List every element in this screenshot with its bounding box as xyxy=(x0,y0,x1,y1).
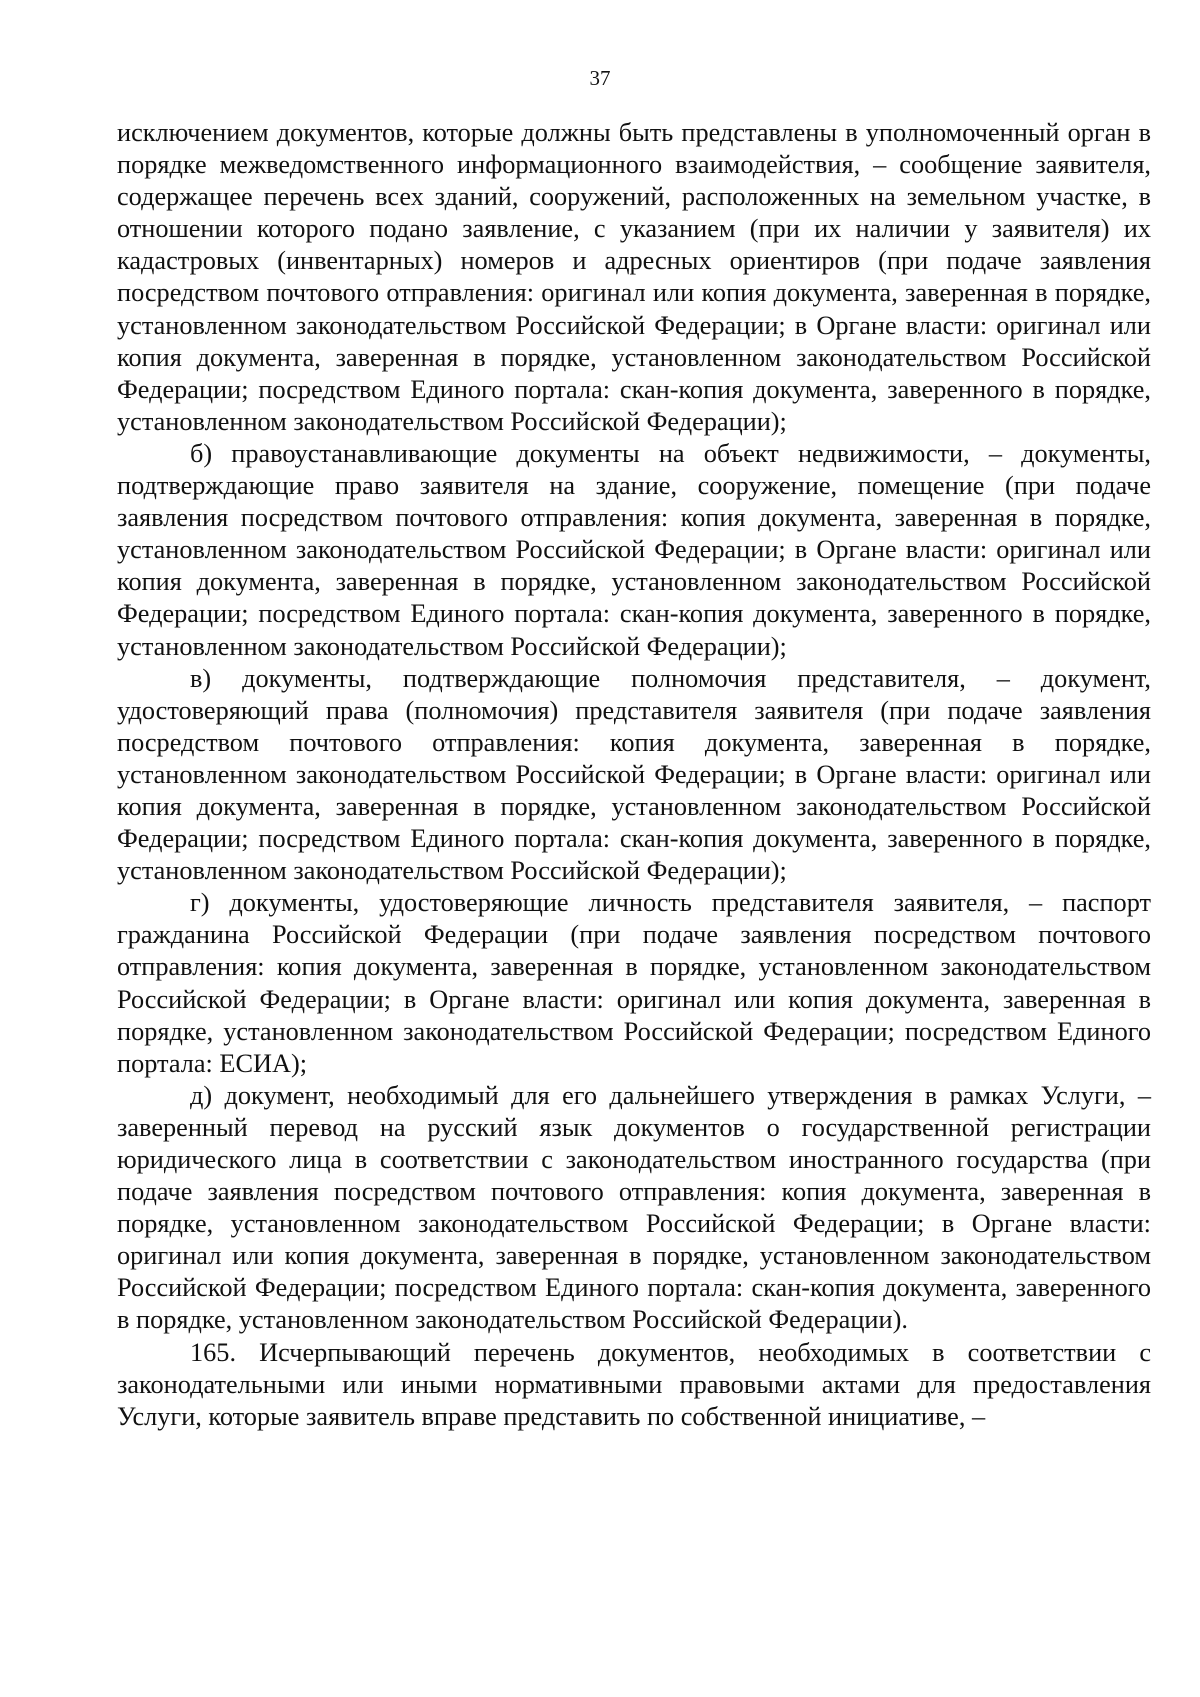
paragraph-165: 165. Исчерпывающий перечень документов, необходимых в соответствии с законодательными или иными нормативными правовыми актами для предоставления Услуги, которые заявитель вправе представить по собственной инициативе, – xyxy=(117,1337,1151,1431)
paragraph-item-b: б) правоустанавливающие документы на объект недвижимости, – документы, подтверждающие право заявителя на здание, сооружение, помещение (при подаче заявления посредством почтового отправления: копия документа, заверенная в порядке, установленном законодательством Российской Федерации; в Органе власти: оригинал или копия документа, заверенная в порядке, установленном законодательством Российской Федерации; посредством Единого портала: скан-копия документа, заверенного в порядке, установленном законодательством Российской Федерации); xyxy=(117,438,1151,661)
paragraph-continuation: исключением документов, которые должны быть представлены в уполномоченный орган в порядке межведомственного информационного взаимодействия, – сообщение заявителя, содержащее перечень всех зданий, сооружений, расположенных на земельном участке, в отношении которого подано заявление, с указанием (при их наличии у заявителя) их кадастровых (инвентарных) номеров и адресных ориентиров (при подаче заявления посредством почтового отправления: оригинал или копия документа, заверенная в порядке, установленном законодательством Российской Федерации; в Органе власти: оригинал или копия документа, заверенная в порядке, установленном законодательством Российской Федерации; посредством Единого портала: скан-копия документа, заверенного в порядке, установленном законодательством Российской Федерации); xyxy=(117,118,1151,436)
paragraph-item-d: д) документ, необходимый для его дальнейшего утверждения в рамках Услуги, – заверенный перевод на русский язык документов о государственной регистрации юридического лица в соответствии с законодательством иностранного государства (при подаче заявления посредством почтового отправления: копия документа, заверенная в порядке, установленном законодательством Российской Федерации; в Органе власти: оригинал или копия документа, заверенная в порядке, установленном законодательством Российской Федерации; посредством Единого портала: скан-копия документа, заверенного в порядке, установленном законодательством Российской Федерации). xyxy=(117,1080,1151,1335)
paragraph-item-v: в) документы, подтверждающие полномочия представителя, – документ, удостоверяющий права (полномочия) представителя заявителя (при подаче заявления посредством почтового отправления: копия документа, заверенная в порядке, установленном законодательством Российской Федерации; в Органе власти: оригинал или копия документа, заверенная в порядке, установленном законодательством Российской Федерации; посредством Единого портала: скан-копия документа, заверенного в порядке, установленном законодательством Российской Федерации); xyxy=(117,663,1151,886)
document-body xyxy=(117,117,1151,1433)
page-number: 37 xyxy=(589,66,611,90)
paragraph-item-g: г) документы, удостоверяющие личность представителя заявителя, – паспорт гражданина Российской Федерации (при подаче заявления посредством почтового отправления: копия документа, заверенная в порядке, установленном законодательством Российской Федерации; в Органе власти: оригинал или копия документа, заверенная в порядке, установленном законодательством Российской Федерации; посредством Единого портала: ЕСИА); xyxy=(117,888,1151,1078)
